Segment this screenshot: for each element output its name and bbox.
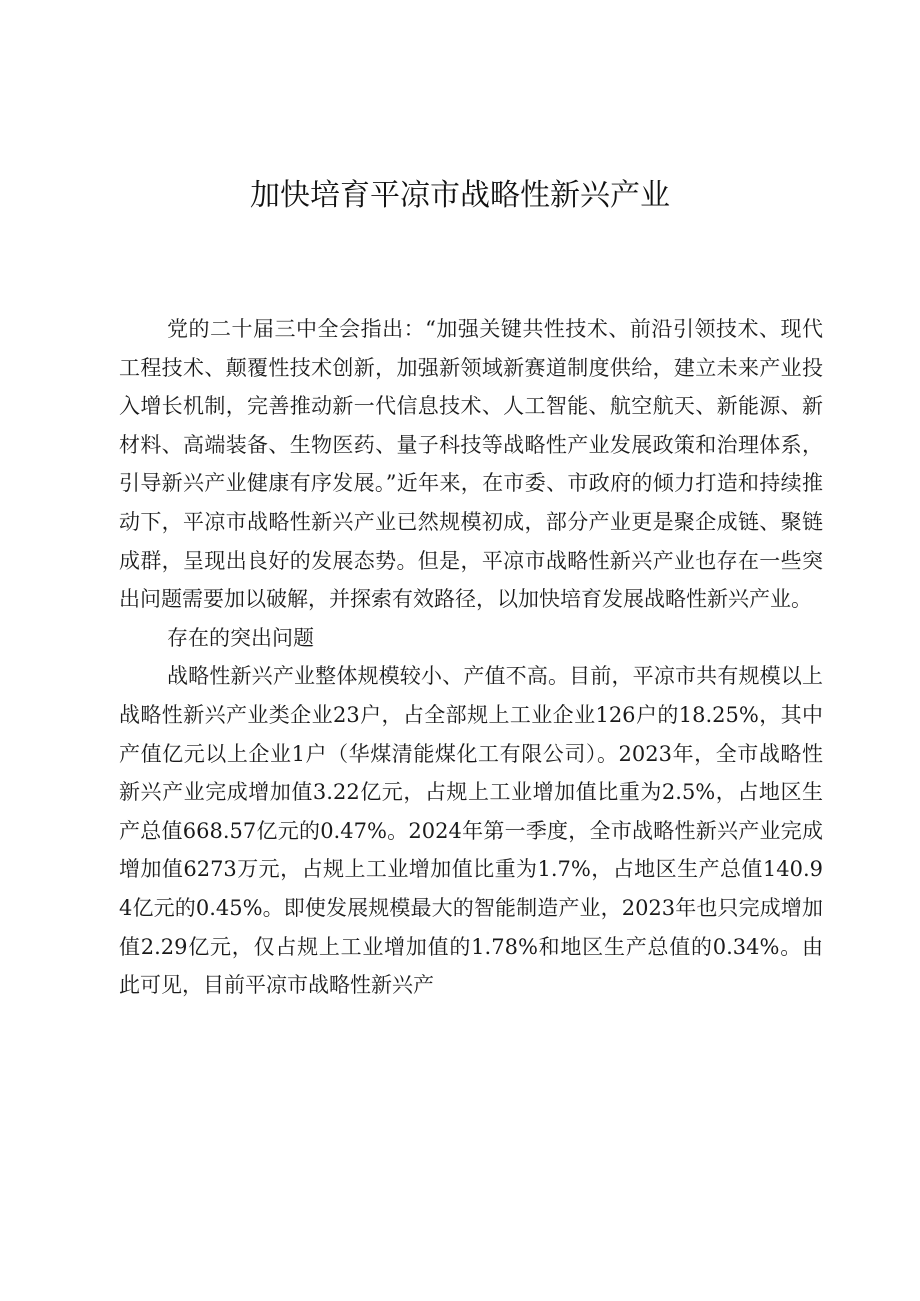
paragraph-intro: 党的二十届三中全会指出：“加强关键共性技术、前沿引领技术、现代工程技术、颠覆性技术创新，加强新领域新赛道制度供给，建立未来产业投入增长机制，完善推动新一代信息技术、人工智能、航空航天、新能源、新材料、高端装备、生物医药、量子科技等战略性产业发展政策和治理体系，引导新兴产业健康有序发展。”近年来，在市委、市政府的倾力打造和持续推动下，平凉市战略性新兴产业已然规模初成，部分产业更是聚企成链、聚链成群，呈现出良好的发展态势。但是，平凉市战略性新兴产业也存在一些突出问题需要加以破解，并探索有效路径，以加快培育发展战略性新兴产业。	[119, 317, 823, 612]
document-title: 加快培育平凉市战略性新兴产业	[250, 178, 670, 213]
document-body	[119, 310, 823, 1005]
section-heading: 存在的突出问题	[167, 625, 314, 650]
paragraph-scale: 战略性新兴产业整体规模较小、产值不高。目前，平凉市共有规模以上战略性新兴产业类企业23户，占全部规上工业企业126户的18.25%，其中产值亿元以上企业1户（华煤清能煤化工有限公司）。2023年，全市战略性新兴产业完成增加值3.22亿元，占规上工业增加值比重为2.5%，占地区生产总值668.57亿元的0.47%。2024年第一季度，全市战略性新兴产业完成增加值6273万元，占规上工业增加值比重为1.7%，占地区生产总值140.94亿元的0.45%。即使发展规模最大的智能制造产业，2023年也只完成增加值2.29亿元，仅占规上工业增加值的1.78%和地区生产总值的0.34%。由此可见，目前平凉市战略性新兴产	[119, 664, 823, 998]
